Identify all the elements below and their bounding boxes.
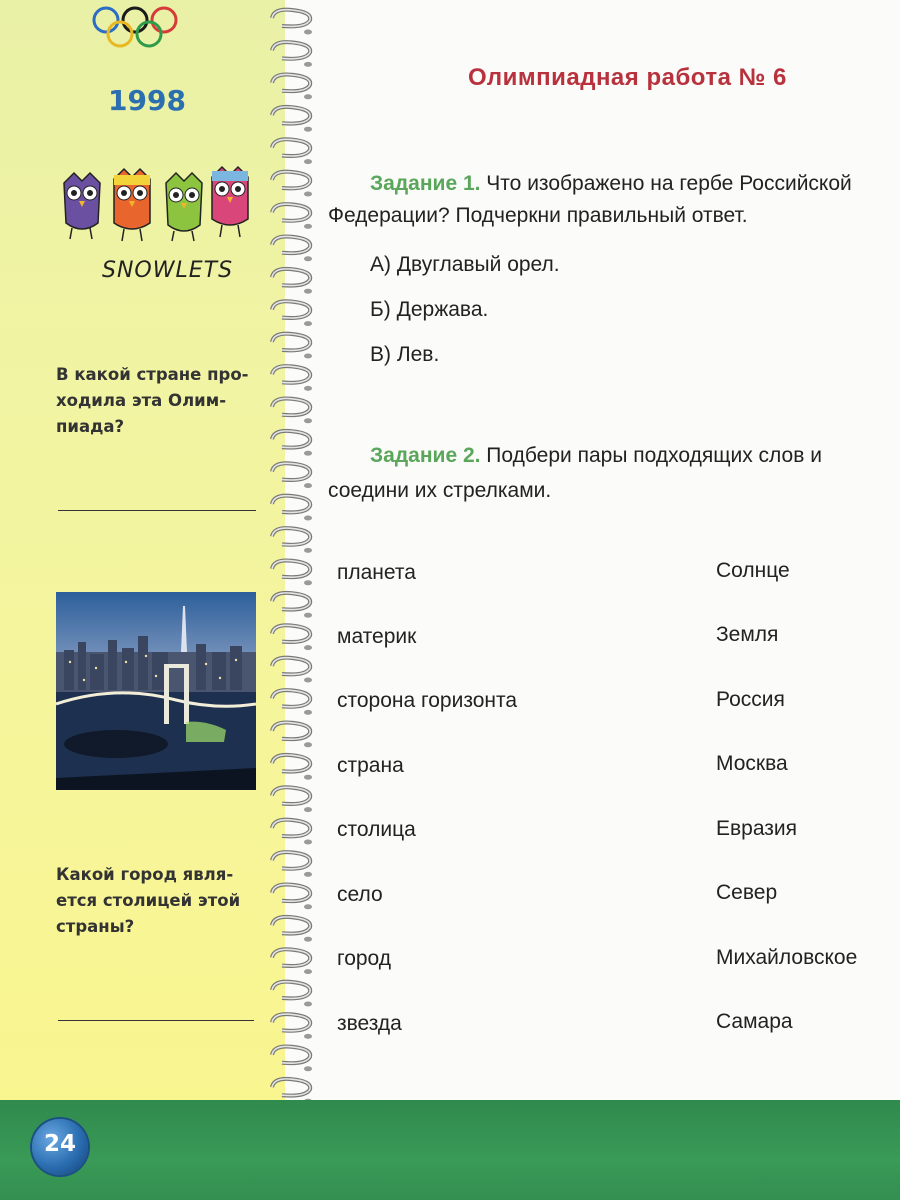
olympic-rings-icon [92, 2, 178, 58]
spiral-ring-icon [272, 42, 312, 67]
spiral-ring-icon [272, 172, 312, 197]
page-title: Олимпиадная работа № 6 [468, 64, 787, 91]
match-left-word[interactable]: звезда [337, 1012, 402, 1035]
spiral-ring-icon [272, 787, 312, 812]
match-left-word[interactable]: столица [337, 818, 416, 841]
spiral-ring-icon [272, 236, 312, 261]
spiral-ring-icon [272, 463, 312, 488]
spiral-ring-icon [272, 496, 312, 521]
snowlets-owls-illustration [58, 165, 253, 250]
match-left-word[interactable]: планета [337, 561, 416, 584]
task2-label: Задание 2. [370, 444, 481, 467]
task1-option-c[interactable]: В) Лев. [370, 343, 440, 366]
footer-band [0, 1100, 900, 1200]
spiral-ring-icon [272, 204, 312, 229]
spiral-ring-icon [272, 982, 312, 1007]
spiral-ring-icon [272, 1014, 312, 1039]
spiral-ring-icon [272, 107, 312, 132]
spiral-ring-icon [272, 560, 312, 585]
spiral-ring-icon [272, 593, 312, 618]
task1-line1 [328, 168, 900, 200]
task2-line1 [328, 440, 900, 472]
spiral-ring-icon [272, 1079, 312, 1100]
spiral-ring-icon [272, 366, 312, 391]
task1-option-b[interactable]: Б) Держава. [370, 298, 489, 321]
spiral-ring-icon [272, 884, 312, 909]
spiral-ring-icon [272, 658, 312, 683]
spiral-ring-icon [272, 755, 312, 780]
match-right-word[interactable]: Москва [716, 752, 788, 775]
spiral-ring-icon [272, 269, 312, 294]
page-number: 24 [43, 1131, 76, 1157]
spiral-ring-icon [272, 431, 312, 456]
match-right-word[interactable]: Самара [716, 1010, 793, 1033]
match-left-word[interactable]: сторона горизонта [337, 689, 518, 712]
spiral-ring-icon [272, 10, 312, 35]
task1-text-line1: Что изображено на гербе Российской [480, 172, 852, 195]
task1-text-line2: Федерации? Подчеркни правильный ответ. [328, 204, 748, 227]
spiral-ring-icon [272, 528, 312, 553]
match-left-word[interactable]: страна [337, 754, 404, 777]
match-right-word[interactable]: Михайловское [716, 946, 858, 969]
spiral-ring-icon [272, 334, 312, 359]
match-right-word[interactable]: Россия [716, 688, 785, 711]
task1-option-a[interactable]: А) Двуглавый орел. [370, 253, 560, 276]
spiral-ring-icon [272, 301, 312, 326]
answer-line-country[interactable] [58, 510, 256, 511]
spiral-ring-icon [272, 1046, 312, 1071]
match-right-word[interactable]: Солнце [716, 559, 790, 582]
spiral-ring-icon [272, 690, 312, 715]
spiral-binding [268, 0, 320, 1100]
mascot-name-logo: SNOWLETS [102, 258, 234, 283]
spiral-ring-icon [272, 74, 312, 99]
match-right-word[interactable]: Север [716, 881, 778, 904]
match-left-word[interactable]: город [337, 947, 392, 970]
match-left-word[interactable]: село [337, 883, 383, 906]
spiral-ring-icon [272, 722, 312, 747]
spiral-ring-icon [272, 949, 312, 974]
question-capital: Какой город явля- ется столицей этой страны? [56, 865, 241, 936]
spiral-ring-icon [272, 625, 312, 650]
match-right-word[interactable]: Евразия [716, 817, 798, 840]
city-night-photo [56, 592, 256, 790]
match-left-word[interactable]: материк [337, 625, 417, 648]
olympiad-year: 1998 [108, 84, 186, 117]
task1-label: Задание 1. [370, 172, 481, 195]
spiral-ring-icon [272, 917, 312, 942]
question-country: В какой стране про- ходила эта Олим- пиада? [56, 365, 249, 436]
task2-text-line2: соедини их стрелками. [328, 479, 552, 502]
spiral-ring-icon [272, 820, 312, 845]
spiral-ring-icon [272, 139, 312, 164]
answer-line-capital[interactable] [58, 1020, 254, 1021]
match-right-word[interactable]: Земля [716, 623, 779, 646]
spiral-ring-icon [272, 852, 312, 877]
spiral-ring-icon [272, 398, 312, 423]
task2-text-line1: Подбери пары подходящих слов и [480, 444, 822, 467]
